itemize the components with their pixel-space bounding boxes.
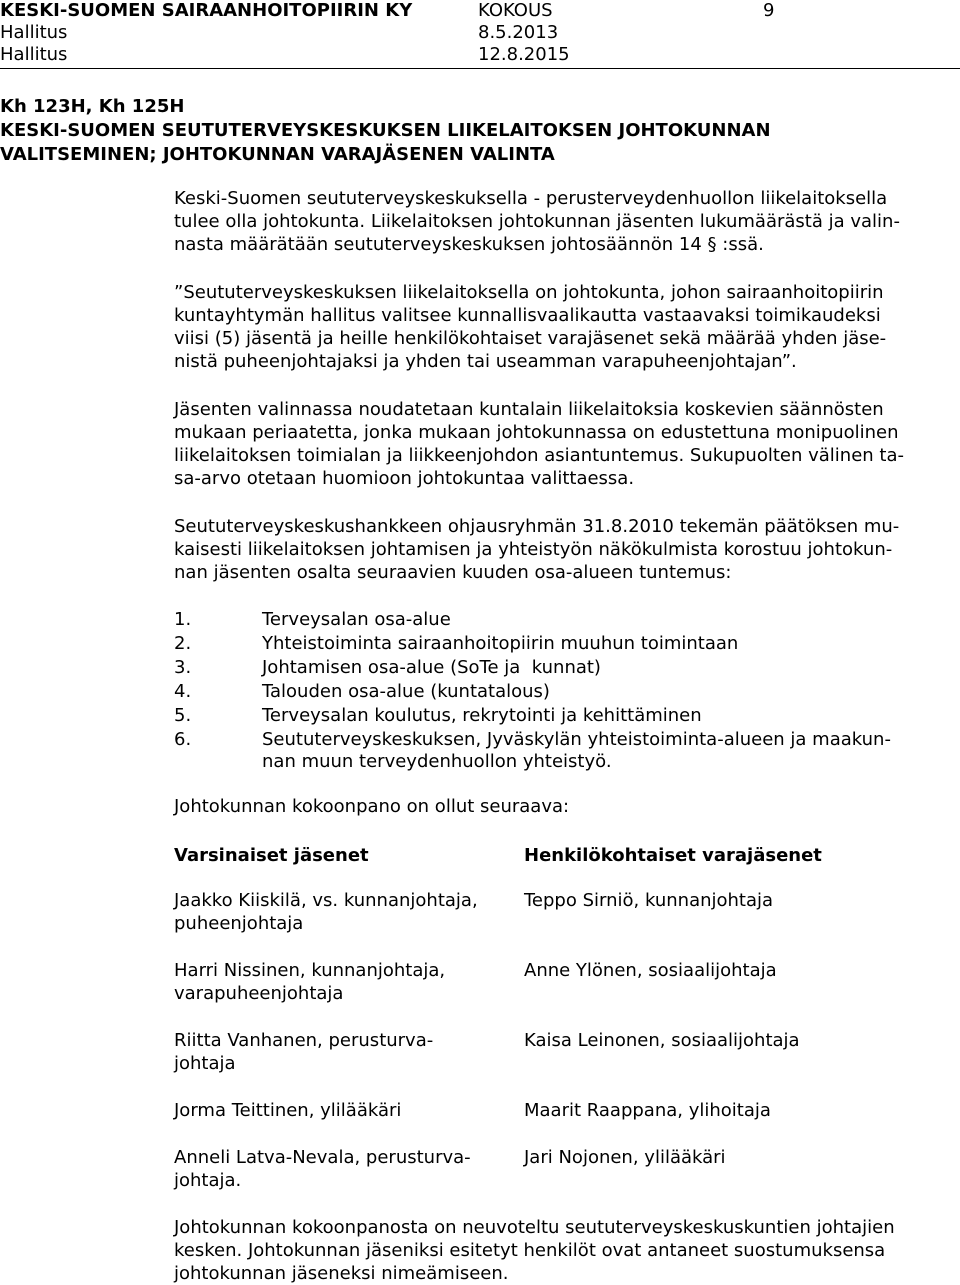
closing-line: johtokunnan jäseneksi nimeämiseen. <box>174 1263 509 1284</box>
para4-line: Seututerveyskeskushankkeen ohjausryhmän 31.8.2010 tekemän päätöksen mu- <box>174 516 900 537</box>
member-name: Jorma Teittinen, ylilääkäri <box>174 1100 402 1121</box>
list-item: Terveysalan osa-alue <box>262 609 451 630</box>
quote-line: ”Seututerveyskeskuksen liikelaitoksella on johtokunta, johon sairaanhoitopiirin <box>174 282 884 303</box>
list-number: 6. <box>174 729 192 750</box>
para1-line: tulee olla johtokunta. Liikelaitoksen johtokunnan jäsenten lukumäärästä ja valin- <box>174 211 900 232</box>
deputy-name: Jari Nojonen, ylilääkäri <box>524 1147 726 1168</box>
quote-line: viisi (5) jäsentä ja heille henkilökohtaiset varajäsenet sekä määrää yhden jäse- <box>174 328 887 349</box>
member-name: Harri Nissinen, kunnanjohtaja, <box>174 960 446 981</box>
list-number: 2. <box>174 633 192 654</box>
header-org: KESKI-SUOMEN SAIRAANHOITOPIIRIN KY <box>0 0 413 21</box>
list-number: 1. <box>174 609 192 630</box>
header-meeting: KOKOUS <box>478 0 553 21</box>
header-date-1: 8.5.2013 <box>478 22 559 43</box>
deputy-name: Maarit Raappana, ylihoitaja <box>524 1100 771 1121</box>
para1-line: nasta määrätään seututerveyskeskuksen johtosäännön 14 § :ssä. <box>174 234 764 255</box>
para3-line: sa-arvo otetaan huomioon johtokuntaa valittaessa. <box>174 468 635 489</box>
deputy-name: Teppo Sirniö, kunnanjohtaja <box>524 890 774 911</box>
title-line-1: KESKI-SUOMEN SEUTUTERVEYSKESKUKSEN LIIKELAITOKSEN JOHTOKUNNAN <box>0 120 771 141</box>
closing-line: Johtokunnan kokoonpanosta on neuvoteltu seututerveyskeskuskuntien johtajien <box>174 1217 895 1238</box>
column-header-members: Varsinaiset jäsenet <box>174 845 369 866</box>
member-name: Jaakko Kiiskilä, vs. kunnanjohtaja, <box>174 890 478 911</box>
deputy-name: Kaisa Leinonen, sosiaalijohtaja <box>524 1030 800 1051</box>
closing-line: kesken. Johtokunnan jäseniksi esitetyt henkilöt ovat antaneet suostumuksensa <box>174 1240 886 1261</box>
list-item: Johtamisen osa-alue (SoTe ja kunnat) <box>262 657 601 678</box>
list-item: Yhteistoiminta sairaanhoitopiirin muuhun toimintaan <box>262 633 739 654</box>
member-name: Anneli Latva-Nevala, perusturva- <box>174 1147 471 1168</box>
list-item: Seututerveyskeskuksen, Jyväskylän yhteistoiminta-alueen ja maakun- <box>262 729 891 750</box>
member-role: puheenjohtaja <box>174 913 304 934</box>
para3-line: liikelaitoksen toimialan ja liikkeenjohdon asiantuntemus. Sukupuolten välinen ta- <box>174 445 904 466</box>
list-number: 4. <box>174 681 192 702</box>
para3-line: Jäsenten valinnassa noudatetaan kuntalain liikelaitoksia koskevien säännösten <box>174 399 884 420</box>
header-divider <box>0 68 960 69</box>
list-item: Talouden osa-alue (kuntatalous) <box>262 681 550 702</box>
deputy-name: Anne Ylönen, sosiaalijohtaja <box>524 960 777 981</box>
quote-line: nistä puheenjohtajaksi ja yhden tai useamman varapuheenjohtajan”. <box>174 351 797 372</box>
para4-line: nan jäsenten osalta seuraavien kuuden osa-alueen tuntemus: <box>174 562 732 583</box>
para1-line: Keski-Suomen seututerveyskeskuksella - perusterveydenhuollon liikelaitoksella <box>174 188 888 209</box>
member-name: Riitta Vanhanen, perusturva- <box>174 1030 434 1051</box>
member-role: johtaja <box>174 1053 236 1074</box>
list-item-continuation: nan muun terveydenhuollon yhteistyö. <box>262 751 612 772</box>
member-role: varapuheenjohtaja <box>174 983 344 1004</box>
title-line-2: VALITSEMINEN; JOHTOKUNNAN VARAJÄSENEN VALINTA <box>0 144 555 165</box>
list-number: 5. <box>174 705 192 726</box>
list-number: 3. <box>174 657 192 678</box>
header-body-1: Hallitus <box>0 22 68 43</box>
title-case-numbers: Kh 123H, Kh 125H <box>0 96 185 117</box>
header-body-2: Hallitus <box>0 44 68 65</box>
quote-line: kuntayhtymän hallitus valitsee kunnallisvaalikautta vastaavaksi toimikaudeksi <box>174 305 881 326</box>
column-header-deputies: Henkilökohtaiset varajäsenet <box>524 845 822 866</box>
composition-intro: Johtokunnan kokoonpano on ollut seuraava: <box>174 796 570 817</box>
para4-line: kaisesti liikelaitoksen johtamisen ja yhteistyön näkökulmista korostuu johtokun- <box>174 539 893 560</box>
member-role: johtaja. <box>174 1170 242 1191</box>
list-item: Terveysalan koulutus, rekrytointi ja kehittäminen <box>262 705 702 726</box>
para3-line: mukaan periaatetta, jonka mukaan johtokunnassa on edustettuna monipuolinen <box>174 422 899 443</box>
header-date-2: 12.8.2015 <box>478 44 570 65</box>
page-number: 9 <box>763 0 775 21</box>
